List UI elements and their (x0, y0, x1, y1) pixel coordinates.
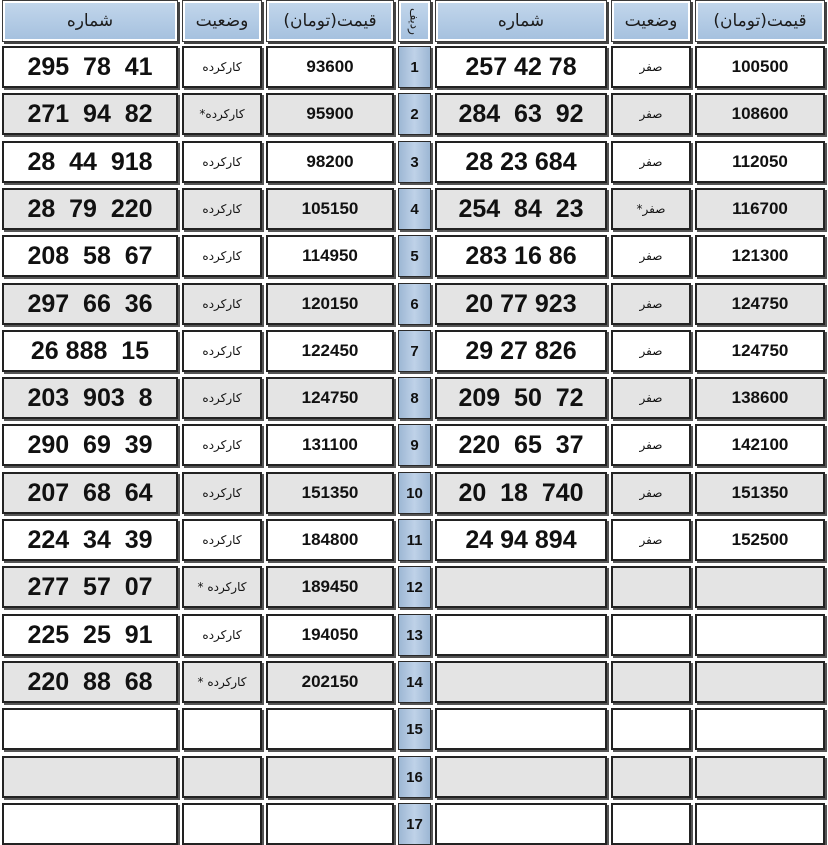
left-status-cell (182, 424, 262, 466)
row-index-cell: 14 (398, 661, 431, 703)
right-status-text: صفر (639, 249, 663, 263)
right-price-text: 100500 (731, 57, 789, 76)
right-number-text: 209 50 72 (458, 383, 584, 412)
right-number-cell (435, 188, 607, 230)
left-price-cell (266, 188, 394, 230)
left-number-cell (2, 330, 178, 372)
right-number-text: 283 16 86 (465, 241, 577, 270)
row-index-cell: 13 (398, 614, 431, 656)
right-number-cell (435, 46, 607, 88)
right-price-text: 121300 (731, 246, 789, 265)
row-index-cell: 17 (398, 803, 431, 845)
right-status-text: صفر (639, 344, 663, 358)
right-price-cell (695, 46, 825, 88)
right-status-text: صفر (639, 438, 663, 452)
right-status-cell (611, 93, 691, 135)
right-price-cell (695, 708, 825, 750)
header-right-status: وضعیت (611, 0, 691, 42)
left-price-cell (266, 93, 394, 135)
left-number-cell (2, 46, 178, 88)
left-status-text: کارکرده (202, 297, 242, 311)
row-index-cell: 10 (398, 472, 431, 514)
header-left-number: شماره (2, 0, 178, 42)
left-status-cell (182, 377, 262, 419)
left-price-text: 131100 (302, 435, 358, 454)
row-index-cell: 8 (398, 377, 431, 419)
left-number-cell (2, 661, 178, 703)
left-number-text: 277 57 07 (27, 572, 153, 601)
left-price-text: 114950 (302, 246, 358, 265)
left-price-cell (266, 519, 394, 561)
right-price-cell (695, 283, 825, 325)
right-number-cell (435, 377, 607, 419)
left-status-text: کارکرده * (197, 675, 247, 689)
right-status-cell (611, 235, 691, 277)
left-price-text: 202150 (301, 672, 359, 691)
right-number-cell (435, 141, 607, 183)
header-index: ردیف (398, 0, 431, 42)
left-status-text: کارکرده (202, 391, 242, 405)
left-status-cell (182, 235, 262, 277)
left-status-text: کارکرده (202, 155, 242, 169)
right-number-cell (435, 661, 607, 703)
right-status-cell (611, 519, 691, 561)
left-status-cell (182, 708, 262, 750)
right-status-text: صفر (639, 60, 663, 74)
row-index-cell: 1 (398, 46, 431, 88)
row-index-cell: 4 (398, 188, 431, 230)
right-number-text: 220 65 37 (458, 430, 584, 459)
left-price-cell (266, 330, 394, 372)
right-status-cell (611, 661, 691, 703)
left-price-cell (266, 661, 394, 703)
left-price-cell (266, 756, 394, 798)
left-number-text: 208 58 67 (27, 241, 153, 270)
row-index-cell: 16 (398, 756, 431, 798)
right-number-cell (435, 566, 607, 608)
right-price-cell (695, 141, 825, 183)
right-status-cell (611, 756, 691, 798)
row-index-cell: 12 (398, 566, 431, 608)
right-price-cell (695, 330, 825, 372)
left-price-cell (266, 708, 394, 750)
left-number-text: 224 34 39 (27, 525, 153, 554)
left-price-cell (266, 614, 394, 656)
header-left-price: قیمت(تومان) (266, 0, 394, 42)
row-index-cell: 3 (398, 141, 431, 183)
left-number-cell (2, 756, 178, 798)
left-price-text: 93600 (306, 57, 354, 76)
left-number-cell (2, 566, 178, 608)
left-price-text: 105150 (301, 199, 359, 218)
left-status-cell (182, 519, 262, 561)
right-status-cell (611, 141, 691, 183)
left-number-text: 26 888 15 (30, 336, 150, 365)
row-index-cell: 2 (398, 93, 431, 135)
left-status-cell (182, 803, 262, 845)
right-price-text: 124750 (731, 341, 789, 360)
right-status-text: صفر (639, 107, 663, 121)
left-price-text: 151350 (301, 483, 359, 502)
right-price-text: 142100 (731, 435, 789, 454)
left-status-text: کارکرده (202, 202, 242, 216)
left-price-cell (266, 803, 394, 845)
right-number-cell (435, 756, 607, 798)
right-status-cell (611, 708, 691, 750)
right-number-cell (435, 283, 607, 325)
right-status-cell (611, 803, 691, 845)
row-index-cell: 7 (398, 330, 431, 372)
left-price-text: 184800 (301, 530, 359, 549)
left-number-text: 271 94 82 (27, 99, 153, 128)
header-left-status: وضعیت (182, 0, 262, 42)
right-price-text: 151350 (731, 483, 789, 502)
left-status-text: کارکرده (202, 628, 242, 642)
left-price-text: 98200 (306, 152, 354, 171)
right-number-cell (435, 519, 607, 561)
left-number-cell (2, 377, 178, 419)
left-number-cell (2, 93, 178, 135)
left-price-cell (266, 472, 394, 514)
row-index-cell: 6 (398, 283, 431, 325)
right-number-text: 29 27 826 (465, 336, 577, 365)
right-number-cell (435, 235, 607, 277)
left-number-text: 225 25 91 (27, 620, 153, 649)
right-price-text: 152500 (731, 530, 789, 549)
right-number-cell (435, 708, 607, 750)
left-number-text: 290 69 39 (27, 430, 153, 459)
left-price-text: 122450 (301, 341, 359, 360)
left-price-cell (266, 377, 394, 419)
left-price-text: 120150 (301, 294, 359, 313)
left-price-text: 194050 (301, 625, 359, 644)
right-number-text: 28 23 684 (465, 147, 577, 176)
left-price-text: 124750 (301, 388, 359, 407)
left-status-cell (182, 661, 262, 703)
left-number-cell (2, 708, 178, 750)
right-status-text: صفر (639, 297, 663, 311)
left-number-text: 28 79 220 (27, 194, 153, 223)
left-price-cell (266, 235, 394, 277)
left-price-cell (266, 141, 394, 183)
left-number-cell (2, 235, 178, 277)
right-number-text: 254 84 23 (458, 194, 584, 223)
left-number-cell (2, 519, 178, 561)
right-price-cell (695, 756, 825, 798)
left-number-text: 207 68 64 (27, 478, 153, 507)
left-status-cell (182, 756, 262, 798)
right-price-cell (695, 188, 825, 230)
right-price-cell (695, 93, 825, 135)
right-number-cell (435, 803, 607, 845)
left-status-text: کارکرده (202, 486, 242, 500)
right-price-cell (695, 235, 825, 277)
right-price-cell (695, 519, 825, 561)
left-number-cell (2, 188, 178, 230)
left-status-text: کارکرده (202, 344, 242, 358)
left-number-cell (2, 283, 178, 325)
right-price-text: 124750 (731, 294, 789, 313)
right-status-cell (611, 283, 691, 325)
right-status-text: صفر (639, 155, 663, 169)
right-status-cell (611, 424, 691, 466)
left-status-text: کارکرده (202, 60, 242, 74)
left-status-cell (182, 330, 262, 372)
left-status-cell (182, 566, 262, 608)
left-status-cell (182, 141, 262, 183)
left-price-cell (266, 283, 394, 325)
right-number-cell (435, 424, 607, 466)
left-status-cell (182, 188, 262, 230)
left-status-cell (182, 614, 262, 656)
row-index-cell: 5 (398, 235, 431, 277)
left-number-cell (2, 424, 178, 466)
right-price-cell (695, 803, 825, 845)
header-right-number: شماره (435, 0, 607, 42)
left-number-cell (2, 803, 178, 845)
left-number-cell (2, 614, 178, 656)
right-price-cell (695, 472, 825, 514)
right-number-cell (435, 330, 607, 372)
right-status-text: صفر* (636, 202, 666, 216)
left-number-text: 28 44 918 (27, 147, 153, 176)
left-status-text: کارکرده* (199, 107, 245, 121)
row-index-cell: 11 (398, 519, 431, 561)
right-status-text: صفر (639, 486, 663, 500)
right-status-text: صفر (639, 391, 663, 405)
right-price-text: 116700 (732, 199, 788, 218)
right-price-text: 108600 (731, 104, 789, 123)
right-number-text: 284 63 92 (458, 99, 584, 128)
right-number-text: 24 94 894 (465, 525, 577, 554)
right-price-cell (695, 614, 825, 656)
right-status-cell (611, 330, 691, 372)
left-price-cell (266, 424, 394, 466)
left-number-cell (2, 472, 178, 514)
right-status-cell (611, 614, 691, 656)
left-number-cell (2, 141, 178, 183)
right-price-text: 112050 (732, 152, 788, 171)
right-price-cell (695, 661, 825, 703)
right-number-text: 20 77 923 (465, 289, 577, 318)
right-price-text: 138600 (731, 388, 789, 407)
left-number-text: 297 66 36 (27, 289, 153, 318)
right-number-text: 20 18 740 (458, 478, 584, 507)
left-number-text: 203 903 8 (27, 383, 153, 412)
row-index-cell: 15 (398, 708, 431, 750)
left-price-text: 189450 (301, 577, 359, 596)
right-price-cell (695, 566, 825, 608)
right-price-cell (695, 424, 825, 466)
right-number-text: 257 42 78 (465, 52, 577, 81)
header-right-price: قیمت(تومان) (695, 0, 825, 42)
right-status-cell (611, 566, 691, 608)
left-price-cell (266, 566, 394, 608)
left-price-text: 95900 (306, 104, 354, 123)
right-number-cell (435, 93, 607, 135)
row-index-cell: 9 (398, 424, 431, 466)
right-number-cell (435, 614, 607, 656)
right-number-cell (435, 472, 607, 514)
left-status-text: کارکرده (202, 533, 242, 547)
left-status-cell (182, 46, 262, 88)
left-status-text: کارکرده (202, 438, 242, 452)
right-status-cell (611, 377, 691, 419)
right-status-cell (611, 188, 691, 230)
left-number-text: 220 88 68 (27, 667, 153, 696)
right-status-cell (611, 472, 691, 514)
left-status-cell (182, 283, 262, 325)
right-status-cell (611, 46, 691, 88)
right-status-text: صفر (639, 533, 663, 547)
left-price-cell (266, 46, 394, 88)
left-status-text: کارکرده (202, 249, 242, 263)
left-status-cell (182, 93, 262, 135)
left-number-text: 295 78 41 (27, 52, 153, 81)
left-status-text: کارکرده * (197, 580, 247, 594)
right-price-cell (695, 377, 825, 419)
left-status-cell (182, 472, 262, 514)
